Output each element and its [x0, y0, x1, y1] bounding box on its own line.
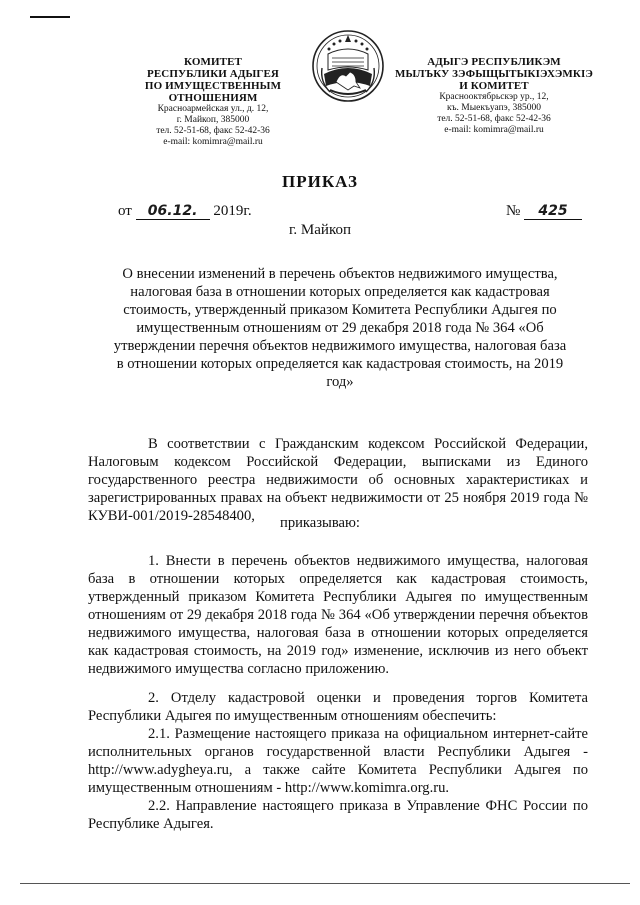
org-email: e-mail: komimra@mail.ru — [163, 137, 263, 147]
org-phone: тел. 52-51-68, факс 52-42-36 — [156, 126, 270, 136]
item-1-paragraph — [88, 552, 588, 678]
org-name-line: И КОМИТЕТ — [459, 80, 529, 92]
org-address: къ. Мыекъуапэ, 385000 — [447, 103, 541, 113]
corner-mark — [30, 16, 70, 18]
item-2-1-text: 2.1. Размещение настоящего приказа на официальном интернет-сайте исполнительных органов государственной власти Республики Адыгея - http://www.adygheya.ru, а также сайте Комитета Республики Адыгея по имущественным отношениям - http://www.komimra.org.ru. — [88, 726, 588, 796]
org-email: e-mail: komimra@mail.ru — [444, 125, 544, 135]
org-address: Красноармейская ул., д. 12, — [157, 104, 269, 114]
item-1-text: 1. Внести в перечень объектов недвижимого имущества, налоговая база в отношении которых определяется как кадастровая стоимость, утвержденный приказом Комитета Республики Адыгея по имущественным отношениям от 29 декабря 2018 года № 364 «Об утверждении перечня объектов недвижимого имущества, налоговая база в отношении которых определяется как кадастровая стоимость, на 2019 год» изменение, исключив из него объект недвижимого имущества согласно приложению. — [88, 553, 588, 677]
org-name-line: МЫЛЪКУ ЗЭФЫЩЫТЫКIЭХЭМКIЭ — [395, 68, 593, 80]
date-handwritten: 06.12. — [136, 204, 210, 220]
org-address: г. Майкоп, 385000 — [176, 115, 250, 125]
document-city: г. Майкоп — [288, 222, 352, 238]
item-2-text: 2. Отделу кадастровой оценки и проведения торгов Комитета Республики Адыгея по имущественным отношениям обеспечить: — [88, 690, 588, 724]
org-phone: тел. 52-51-68, факс 52-42-36 — [437, 114, 551, 124]
org-name-line: АДЫГЭ РЕСПУБЛИКЭМ — [427, 56, 561, 68]
date-prefix: от — [118, 203, 132, 219]
document-title: ПРИКАЗ — [282, 172, 358, 191]
org-name-line: РЕСПУБЛИКИ АДЫГЕЯ — [147, 68, 279, 80]
item-2-paragraph — [88, 689, 588, 833]
number-handwritten: 425 — [524, 204, 582, 220]
preamble-text: В соответствии с Гражданским кодексом Российской Федерации, Налоговым кодексом Российской Федерации, выписками из Единого государственного реестра недвижимости об основных характеристиках и зарегистрированных правах на объект недвижимости от 25 ноября 2019 года № КУВИ-001/2019-28548400, — [88, 436, 588, 524]
page-bottom-rule — [20, 883, 630, 884]
adygea-coat-of-arms-icon — [310, 28, 386, 104]
header-right-block — [388, 56, 600, 136]
item-2-2-text: 2.2. Направление настоящего приказа в Управление ФНС России по Республике Адыгея. — [88, 798, 588, 832]
org-address: Краснооктябрьскэр ур., 12, — [439, 92, 549, 102]
date-year: 2019г. — [213, 203, 252, 219]
document-number — [506, 203, 582, 220]
preamble-paragraph — [88, 435, 588, 525]
org-name-line: КОМИТЕТ — [184, 56, 242, 68]
document-date — [118, 203, 252, 220]
header-left-block — [108, 56, 318, 148]
number-prefix: № — [505, 203, 521, 219]
document-subject: О внесении изменений в перечень объектов недвижимого имущества, налоговая база в отношении которых определяется как кадастровая стоимость, утвержденный приказом Комитета Республики Адыгея по имущественным отношениям от 29 декабря 2018 года № 364 «Об утверждении перечня объектов недвижимого имущества, налоговая база в отношении которых определяется как кадастровая стоимость, на 2019 год» — [113, 266, 567, 390]
order-word: приказываю: — [280, 515, 360, 531]
org-name-line: ПО ИМУЩЕСТВЕННЫМ ОТНОШЕНИЯМ — [144, 80, 282, 104]
